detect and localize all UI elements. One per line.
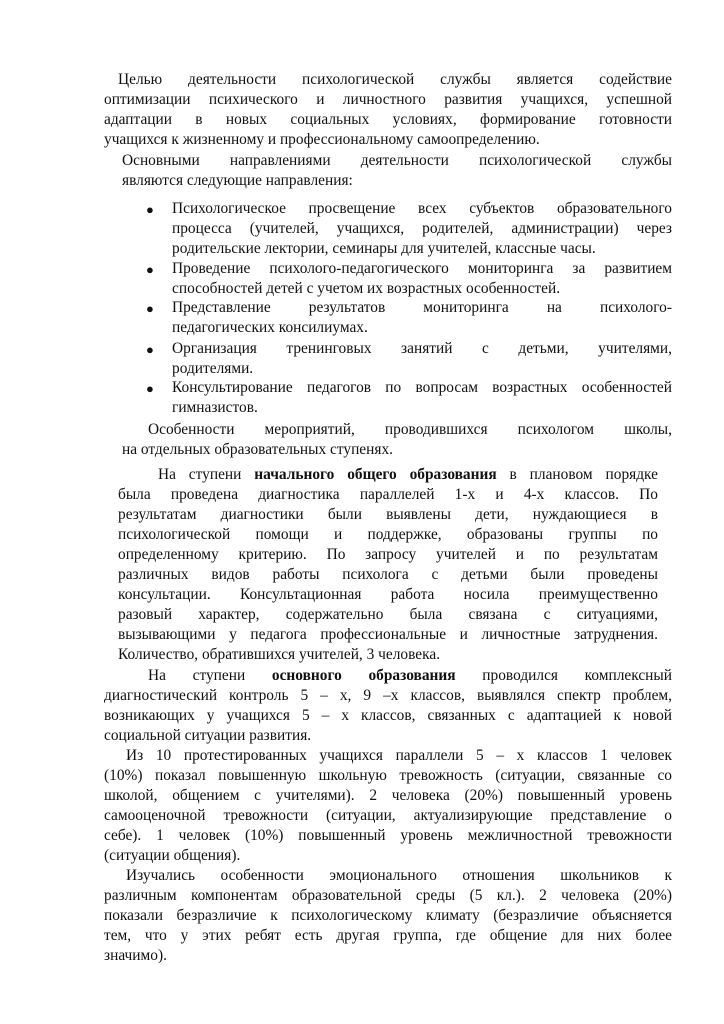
primary-line: определенному критерию. По запросу учителей и по результатам: [118, 546, 658, 563]
primary-line: консультации. Консультационная работа носила преимущественно: [118, 586, 658, 603]
bullet-icon: ●: [146, 202, 154, 217]
bullet-icon: ●: [146, 301, 154, 316]
primary-line: разовый характер, содержательно была связана с ситуациями,: [118, 606, 658, 623]
emotional-line: Изучались особенности эмоционального отношения школьников к: [126, 867, 672, 884]
basic-rest: проводился комплексный: [455, 667, 672, 684]
tested-line: (ситуации общения).: [104, 847, 241, 864]
features-heading-line: на отдельных образовательных ступенях.: [122, 441, 393, 458]
directions-intro-line: являются следующие направления:: [122, 172, 353, 189]
primary-line: результатам диагностики были выявлены дети, нуждающиеся в: [118, 506, 658, 523]
primary-line: Количество, обратившихся учителей, 3 человека.: [118, 646, 441, 663]
bullet-line: Психологическое просвещение всех субъектов образовательного: [172, 200, 672, 217]
emotional-line: показали безразличие к психологическому климату (безразличие объясняется: [104, 907, 672, 924]
basic-level-title: основного образования: [271, 667, 456, 684]
emotional-line: значимо).: [104, 947, 167, 964]
bullet-line: гимназистов.: [172, 399, 258, 416]
directions-intro-line: Основными направлениями деятельности психологической службы: [122, 152, 672, 169]
bullet-line: Организация тренинговых занятий с детьми, учителями,: [172, 340, 672, 357]
primary-line: различных видов работы психолога с детьми были проведены: [118, 566, 658, 583]
bullet-line: процесса (учителей, учащихся, родителей, администрации) через: [172, 220, 672, 237]
basic-line: возникающих у учащихся 5 – х классов, связанных с адаптацией к новой: [104, 707, 672, 724]
basic-line: социальной ситуации развития.: [104, 727, 312, 744]
primary-line: была проведена диагностика параллелей 1-х и 4-х классов. По: [118, 486, 658, 503]
bullet-line: Проведение психолого-педагогического мониторинга за развитием: [172, 260, 672, 277]
tested-line: себе). 1 человек (10%) повышенный уровень межличностной тревожности: [104, 827, 672, 844]
primary-line: психологической помощи и поддержке, образованы группы по: [118, 526, 658, 543]
basic-line: диагностический контроль 5 – х, 9 –х классов, выявлялся спектр проблем,: [104, 687, 672, 704]
primary-level-title: начального общего образования: [254, 466, 497, 483]
primary-lead: На ступени: [158, 466, 255, 483]
emotional-line: различным компонентам образовательной среды (5 кл.). 2 человека (20%): [104, 887, 672, 904]
bullet-line: родителями.: [172, 360, 254, 377]
intro-line: адаптации в новых социальных условиях, формирование готовности: [104, 111, 672, 128]
emotional-line: тем, что у этих ребят есть другая группа, где общение для них более: [104, 927, 672, 944]
bullet-line: родительские лектории, семинары для учителей, классные часы.: [172, 240, 596, 257]
bullet-line: способностей детей с учетом их возрастных особенностей.: [172, 280, 561, 297]
primary-first-line: [158, 465, 658, 484]
basic-lead: На ступени: [148, 667, 272, 684]
tested-line: Из 10 протестированных учащихся параллели 5 – х классов 1 человек: [126, 747, 672, 764]
bullet-line: педагогических консилиумах.: [172, 319, 368, 336]
intro-line: учащихся к жизненному и профессиональному самоопределению.: [104, 131, 540, 148]
tested-line: (10%) показал повышенную школьную тревожность (ситуации, связанные со: [104, 767, 672, 784]
basic-first-line: [148, 666, 672, 685]
bullet-line: Консультирование педагогов по вопросам возрастных особенностей: [172, 379, 672, 396]
primary-line: вызывающими у педагога профессиональные и личностные затруднения.: [118, 626, 658, 643]
bullet-icon: ●: [146, 342, 154, 357]
primary-rest: в плановом порядке: [496, 466, 658, 483]
bullet-icon: ●: [146, 381, 154, 396]
bullet-icon: ●: [146, 262, 154, 277]
features-heading-line: Особенности мероприятий, проводившихся психологом школы,: [148, 421, 672, 438]
tested-line: школой, общением с учителями). 2 человека (20%) повышенный уровень: [104, 787, 672, 804]
intro-line: Целью деятельности психологической службы является содействие: [118, 71, 672, 88]
intro-line: оптимизации психического и личностного развития учащихся, успешной: [104, 91, 672, 108]
tested-line: самооценочной тревожности (ситуации, актуализирующие представление о: [104, 807, 672, 824]
bullet-line: Представление результатов мониторинга на психолого-: [172, 299, 672, 316]
